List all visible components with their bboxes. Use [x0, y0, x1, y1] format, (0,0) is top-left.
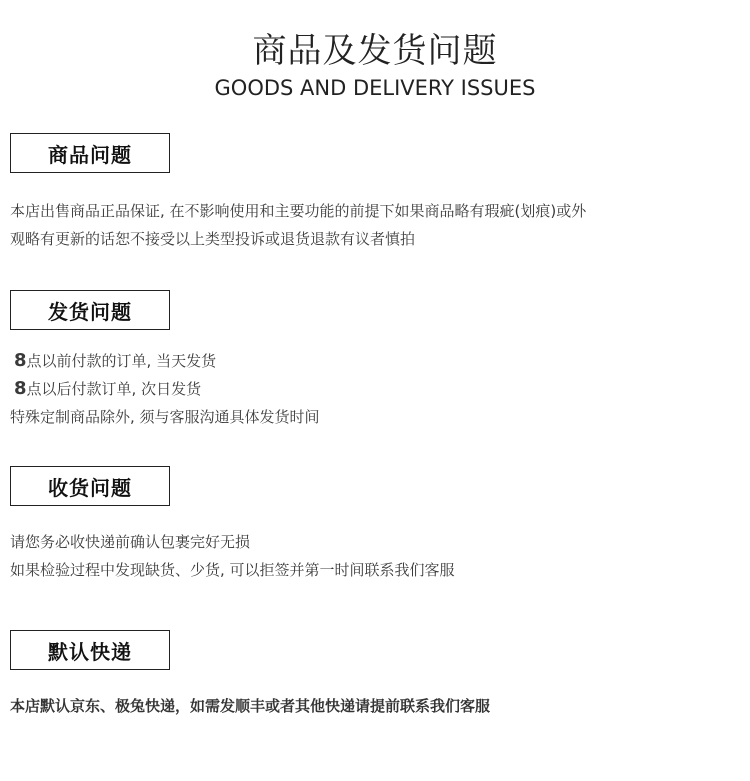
section-body: [10, 197, 740, 253]
page-subtitle: GOODS AND DELIVERY ISSUES: [214, 76, 536, 100]
section-heading: 商品问题: [10, 133, 170, 173]
section-default-courier: [10, 630, 740, 720]
section-body: [10, 692, 740, 720]
section-body: [10, 528, 740, 584]
line-text: 点以后付款订单, 次日发货: [26, 380, 202, 398]
text-line: 本店出售商品正品保证, 在不影响使用和主要功能的前提下如果商品略有瑕疵(划痕)或外: [10, 202, 587, 220]
text-line: 特殊定制商品除外, 须与客服沟通具体发货时间: [10, 408, 320, 426]
text-line: [10, 347, 740, 375]
text-line: 本店默认京东、极兔快递，如需发顺丰或者其他快递请提前联系我们客服: [10, 697, 491, 715]
text-line: 如果检验过程中发现缺货、少货, 可以拒签并第一时间联系我们客服: [10, 561, 455, 579]
section-body: [10, 347, 740, 431]
section-receiving: [10, 466, 740, 584]
section-goods: [10, 133, 740, 253]
hour-number: 8: [14, 378, 27, 399]
section-heading: 默认快递: [10, 630, 170, 670]
text-line: [10, 375, 740, 403]
section-heading: 收货问题: [10, 466, 170, 506]
text-line: 观略有更新的话恕不接受以上类型投诉或退货退款有议者慎拍: [10, 230, 416, 248]
section-heading: 发货问题: [10, 290, 170, 330]
page-header: [0, 28, 750, 102]
text-line: 请您务必收快递前确认包裹完好无损: [10, 533, 251, 551]
line-text: 点以前付款的订单, 当天发货: [26, 352, 217, 370]
hour-number: 8: [14, 350, 27, 371]
section-shipping: [10, 290, 740, 431]
page-title: 商品及发货问题: [252, 31, 498, 71]
